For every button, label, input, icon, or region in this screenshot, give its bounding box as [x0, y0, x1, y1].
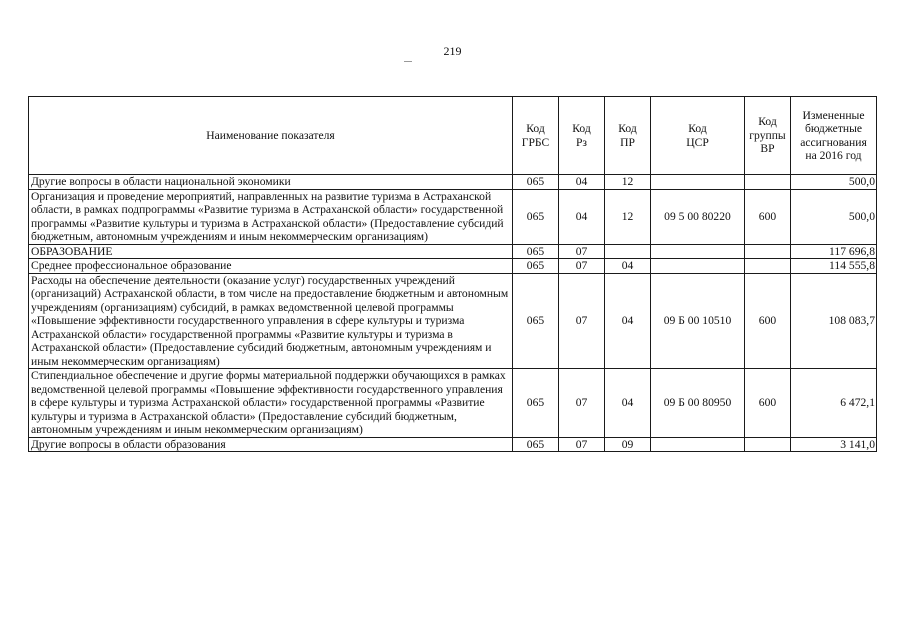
- row-name: Стипендиальное обеспечение и другие формы материальной поддержки обучающихся в рамках ведомственной целевой программы «Повышение эффективности государственного управления в сфере культуры и туризма Астраханской области» государственной программы «Развитие культуры и туризма в Астраханской области» (Предоставление субсидий бюджетным, автономным учреждениям и иным некоммерческим организациям): [29, 369, 513, 438]
- table-row: [29, 369, 877, 438]
- row-rz: 04: [559, 189, 605, 244]
- table-row: [29, 273, 877, 369]
- row-pr: 04: [605, 273, 651, 369]
- table-row: [29, 175, 877, 190]
- row-csr: [651, 259, 745, 274]
- row-grbs: 065: [513, 369, 559, 438]
- page-number-underline: [404, 61, 412, 62]
- row-grbs: 065: [513, 189, 559, 244]
- row-vr: [745, 259, 791, 274]
- row-csr: [651, 175, 745, 190]
- row-csr: 09 Б 00 10510: [651, 273, 745, 369]
- row-name: Среднее профессиональное образование: [29, 259, 513, 274]
- header-pr-code: Код ПР: [605, 97, 651, 175]
- header-csr-code: Код ЦСР: [651, 97, 745, 175]
- row-vr: 600: [745, 189, 791, 244]
- row-rz: 07: [559, 369, 605, 438]
- table-row: [29, 259, 877, 274]
- row-name: Другие вопросы в области образования: [29, 437, 513, 452]
- row-amount: 114 555,8: [791, 259, 877, 274]
- row-grbs: 065: [513, 259, 559, 274]
- row-amount: 500,0: [791, 175, 877, 190]
- row-vr: [745, 175, 791, 190]
- row-pr: 12: [605, 175, 651, 190]
- row-pr: 09: [605, 437, 651, 452]
- row-grbs: 065: [513, 437, 559, 452]
- row-pr: [605, 244, 651, 259]
- row-pr: 04: [605, 369, 651, 438]
- header-grbs-code: Код ГРБС: [513, 97, 559, 175]
- row-name: ОБРАЗОВАНИЕ: [29, 244, 513, 259]
- table-row: [29, 244, 877, 259]
- row-name: Организация и проведение мероприятий, направленных на развитие туризма в Астраханской области, в рамках подпрограммы «Развитие туризма в Астраханской области» государственной программы «Развитие культуры и туризма в Астраханской области» (Предоставление субсидий бюджетным, автономным учреждениям и иным некоммерческим организациям): [29, 189, 513, 244]
- row-csr: [651, 244, 745, 259]
- header-budget-amount: Измененные бюджетные ассигнования на 2016 год: [791, 97, 877, 175]
- header-indicator-name: Наименование показателя: [29, 97, 513, 175]
- row-vr: [745, 437, 791, 452]
- row-name: Другие вопросы в области национальной экономики: [29, 175, 513, 190]
- row-rz: 07: [559, 437, 605, 452]
- row-grbs: 065: [513, 244, 559, 259]
- row-grbs: 065: [513, 175, 559, 190]
- row-csr: [651, 437, 745, 452]
- row-csr: 09 5 00 80220: [651, 189, 745, 244]
- row-amount: 6 472,1: [791, 369, 877, 438]
- page-number: 219: [443, 44, 462, 58]
- row-vr: 600: [745, 273, 791, 369]
- row-vr: 600: [745, 369, 791, 438]
- table-header-row: [29, 97, 877, 175]
- budget-table: [28, 96, 877, 452]
- row-amount: 108 083,7: [791, 273, 877, 369]
- row-csr: 09 Б 00 80950: [651, 369, 745, 438]
- table-row: [29, 189, 877, 244]
- row-amount: 117 696,8: [791, 244, 877, 259]
- header-rz-code: Код Рз: [559, 97, 605, 175]
- row-name: Расходы на обеспечение деятельности (оказание услуг) государственных учреждений (организаций) Астраханской области, в том числе на предоставление бюджетным и автономным учреждениям (организациям) субсидий, в рамках ведомственной целевой программы «Повышение эффективности государственного управления в сфере культуры и туризма Астраханской области» государственной программы «Развитие культуры и туризма в Астраханской области» (Предоставление субсидий бюджетным, автономным учреждениям и иным некоммерческим организациям): [29, 273, 513, 369]
- row-rz: 07: [559, 273, 605, 369]
- row-rz: 04: [559, 175, 605, 190]
- row-grbs: 065: [513, 273, 559, 369]
- row-rz: 07: [559, 244, 605, 259]
- header-vr-group-code: Код группы ВР: [745, 97, 791, 175]
- row-pr: 12: [605, 189, 651, 244]
- table-row: [29, 437, 877, 452]
- row-rz: 07: [559, 259, 605, 274]
- row-vr: [745, 244, 791, 259]
- row-amount: 3 141,0: [791, 437, 877, 452]
- row-amount: 500,0: [791, 189, 877, 244]
- row-pr: 04: [605, 259, 651, 274]
